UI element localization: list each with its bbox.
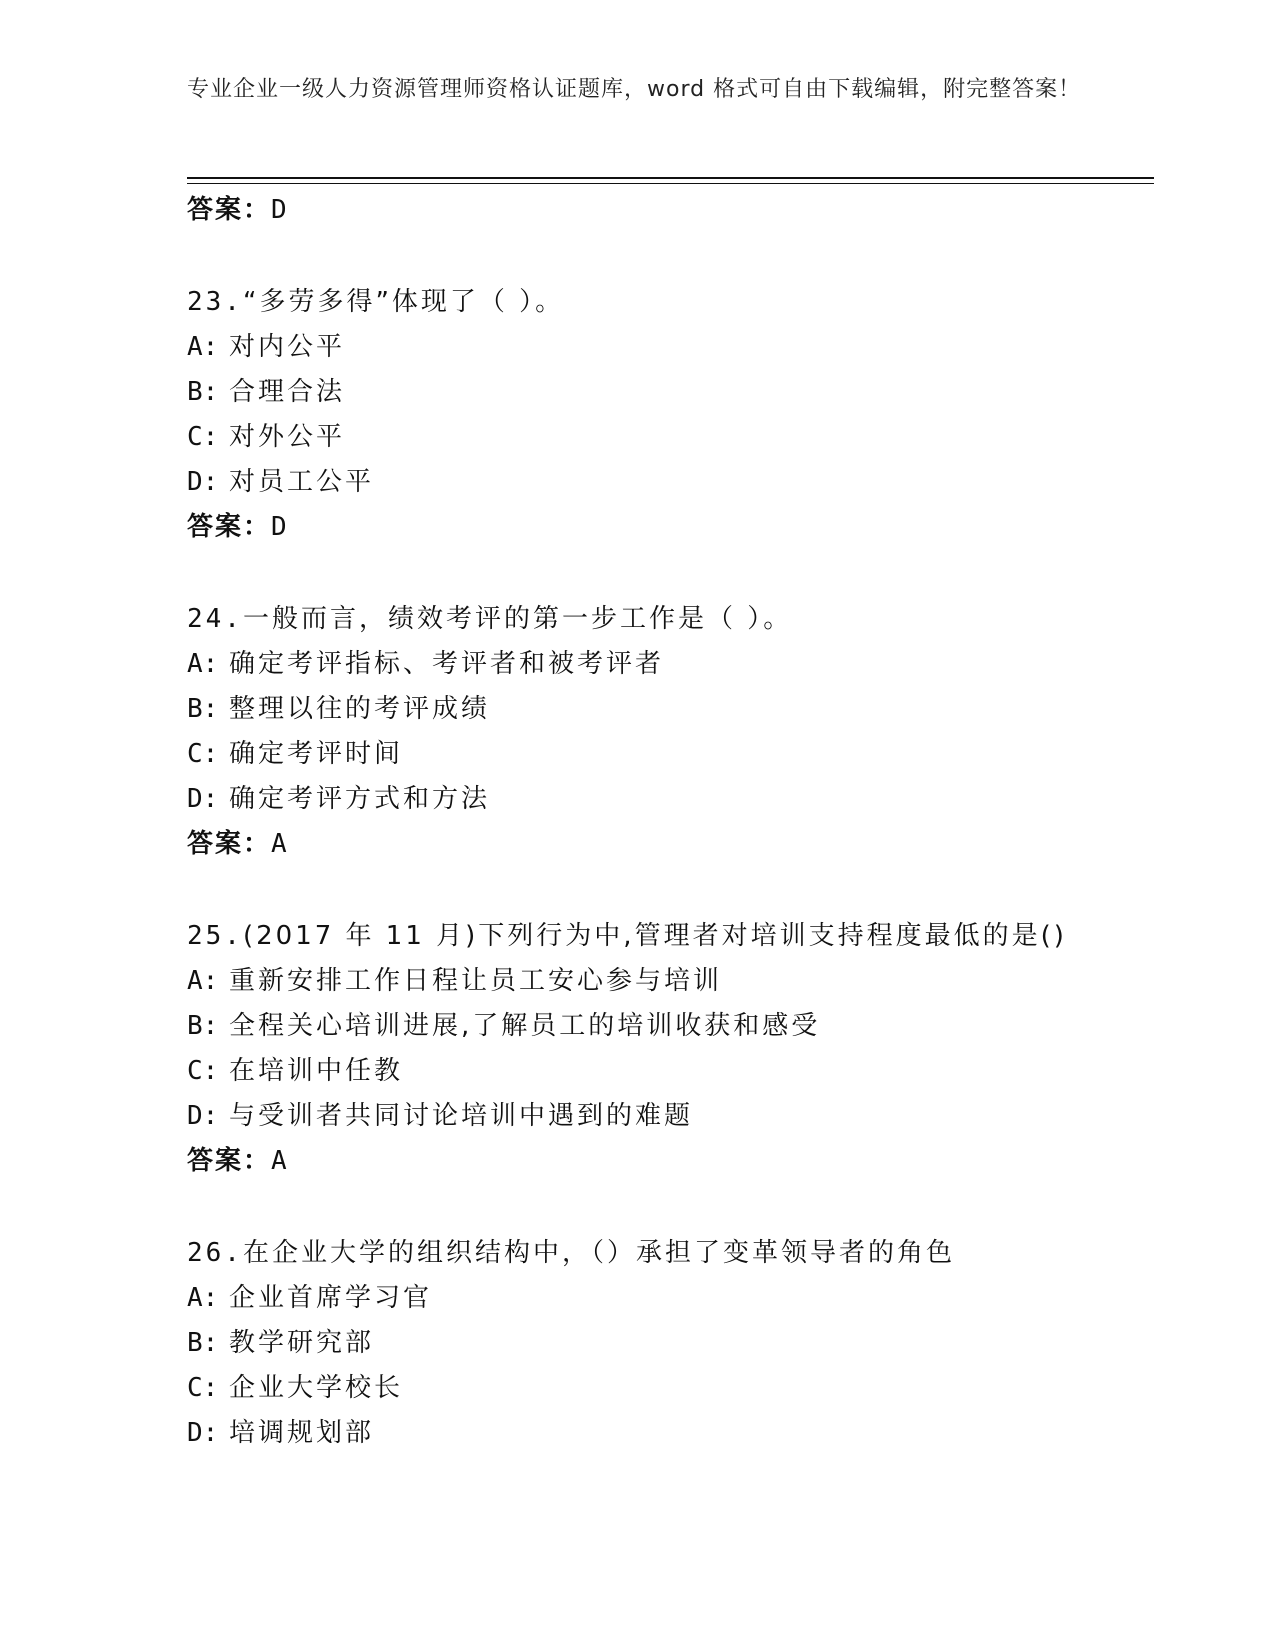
option-c	[187, 732, 1147, 777]
spacer	[187, 867, 1147, 914]
option-b	[187, 370, 1147, 415]
option-a	[187, 1276, 1147, 1321]
option-label: A:	[187, 649, 219, 679]
option-text: 对员工公平	[229, 467, 375, 497]
option-b	[187, 687, 1147, 732]
document-header: 专业企业一级人力资源管理师资格认证题库，word 格式可自由下载编辑，附完整答案！	[187, 77, 1082, 102]
option-text: 整理以往的考评成绩	[229, 694, 491, 724]
option-label: C:	[187, 1056, 219, 1086]
option-text: 确定考评指标、考评者和被考评者	[229, 649, 665, 679]
header-divider-thick	[187, 177, 1154, 179]
option-text: 确定考评方式和方法	[229, 784, 491, 814]
option-text: 培调规划部	[229, 1418, 375, 1448]
option-a	[187, 959, 1147, 1004]
question-stem	[187, 597, 1147, 642]
option-label: D:	[187, 467, 219, 497]
option-text: 确定考评时间	[229, 739, 404, 769]
option-label: A:	[187, 1283, 219, 1313]
option-text: 对内公平	[229, 332, 346, 362]
option-c	[187, 415, 1147, 460]
question-text: (2017 年 11 月)下列行为中,管理者对培训支持程度最低的是()	[242, 921, 1067, 951]
option-label: C:	[187, 739, 219, 769]
question-stem	[187, 914, 1147, 959]
question-number: 23.	[187, 287, 243, 317]
option-b	[187, 1004, 1147, 1049]
answer-label: 答案：	[187, 829, 272, 859]
spacer	[187, 1184, 1147, 1231]
option-label: B:	[187, 694, 219, 724]
option-text: 在培训中任教	[229, 1056, 404, 1086]
question-stem	[187, 1231, 1147, 1276]
option-label: C:	[187, 422, 219, 452]
question-number: 25.	[187, 921, 243, 951]
option-label: D:	[187, 1418, 219, 1448]
question-list	[187, 188, 1147, 1456]
option-text: 与受训者共同讨论培训中遇到的难题	[229, 1101, 694, 1131]
option-a	[187, 642, 1147, 687]
option-c	[187, 1366, 1147, 1411]
question-text: “多劳多得”体现了（ ）。	[242, 287, 565, 317]
option-d	[187, 460, 1147, 505]
answer-value: D	[271, 512, 289, 542]
option-c	[187, 1049, 1147, 1094]
option-text: 企业首席学习官	[229, 1283, 433, 1313]
answer-value: D	[271, 195, 289, 225]
answer-line	[187, 1139, 1147, 1184]
answer-value: A	[271, 829, 289, 859]
option-text: 全程关心培训进展,了解员工的培训收获和感受	[229, 1011, 821, 1041]
question-number: 24.	[187, 604, 243, 634]
answer-label: 答案：	[187, 195, 272, 225]
question-text: 在企业大学的组织结构中，（）承担了变革领导者的角色	[242, 1238, 955, 1268]
answer-line	[187, 505, 1147, 550]
answer-label: 答案：	[187, 1146, 272, 1176]
option-text: 合理合法	[229, 377, 346, 407]
option-b	[187, 1321, 1147, 1366]
option-text: 企业大学校长	[229, 1373, 404, 1403]
option-label: B:	[187, 1011, 219, 1041]
question-text: 一般而言，绩效考评的第一步工作是（ ）。	[242, 604, 793, 634]
spacer	[187, 233, 1147, 280]
option-text: 对外公平	[229, 422, 346, 452]
answer-line	[187, 822, 1147, 867]
option-d	[187, 1411, 1147, 1456]
option-a	[187, 325, 1147, 370]
question-stem	[187, 280, 1147, 325]
option-d	[187, 1094, 1147, 1139]
option-text: 教学研究部	[229, 1328, 375, 1358]
option-label: D:	[187, 784, 219, 814]
option-label: A:	[187, 332, 219, 362]
option-label: A:	[187, 966, 219, 996]
spacer	[187, 550, 1147, 597]
option-label: D:	[187, 1101, 219, 1131]
answer-line	[187, 188, 1147, 233]
answer-label: 答案：	[187, 512, 272, 542]
question-number: 26.	[187, 1238, 243, 1268]
header-divider-thin	[187, 183, 1154, 184]
option-label: B:	[187, 377, 219, 407]
option-label: B:	[187, 1328, 219, 1358]
option-label: C:	[187, 1373, 219, 1403]
answer-value: A	[271, 1146, 289, 1176]
option-text: 重新安排工作日程让员工安心参与培训	[229, 966, 723, 996]
option-d	[187, 777, 1147, 822]
